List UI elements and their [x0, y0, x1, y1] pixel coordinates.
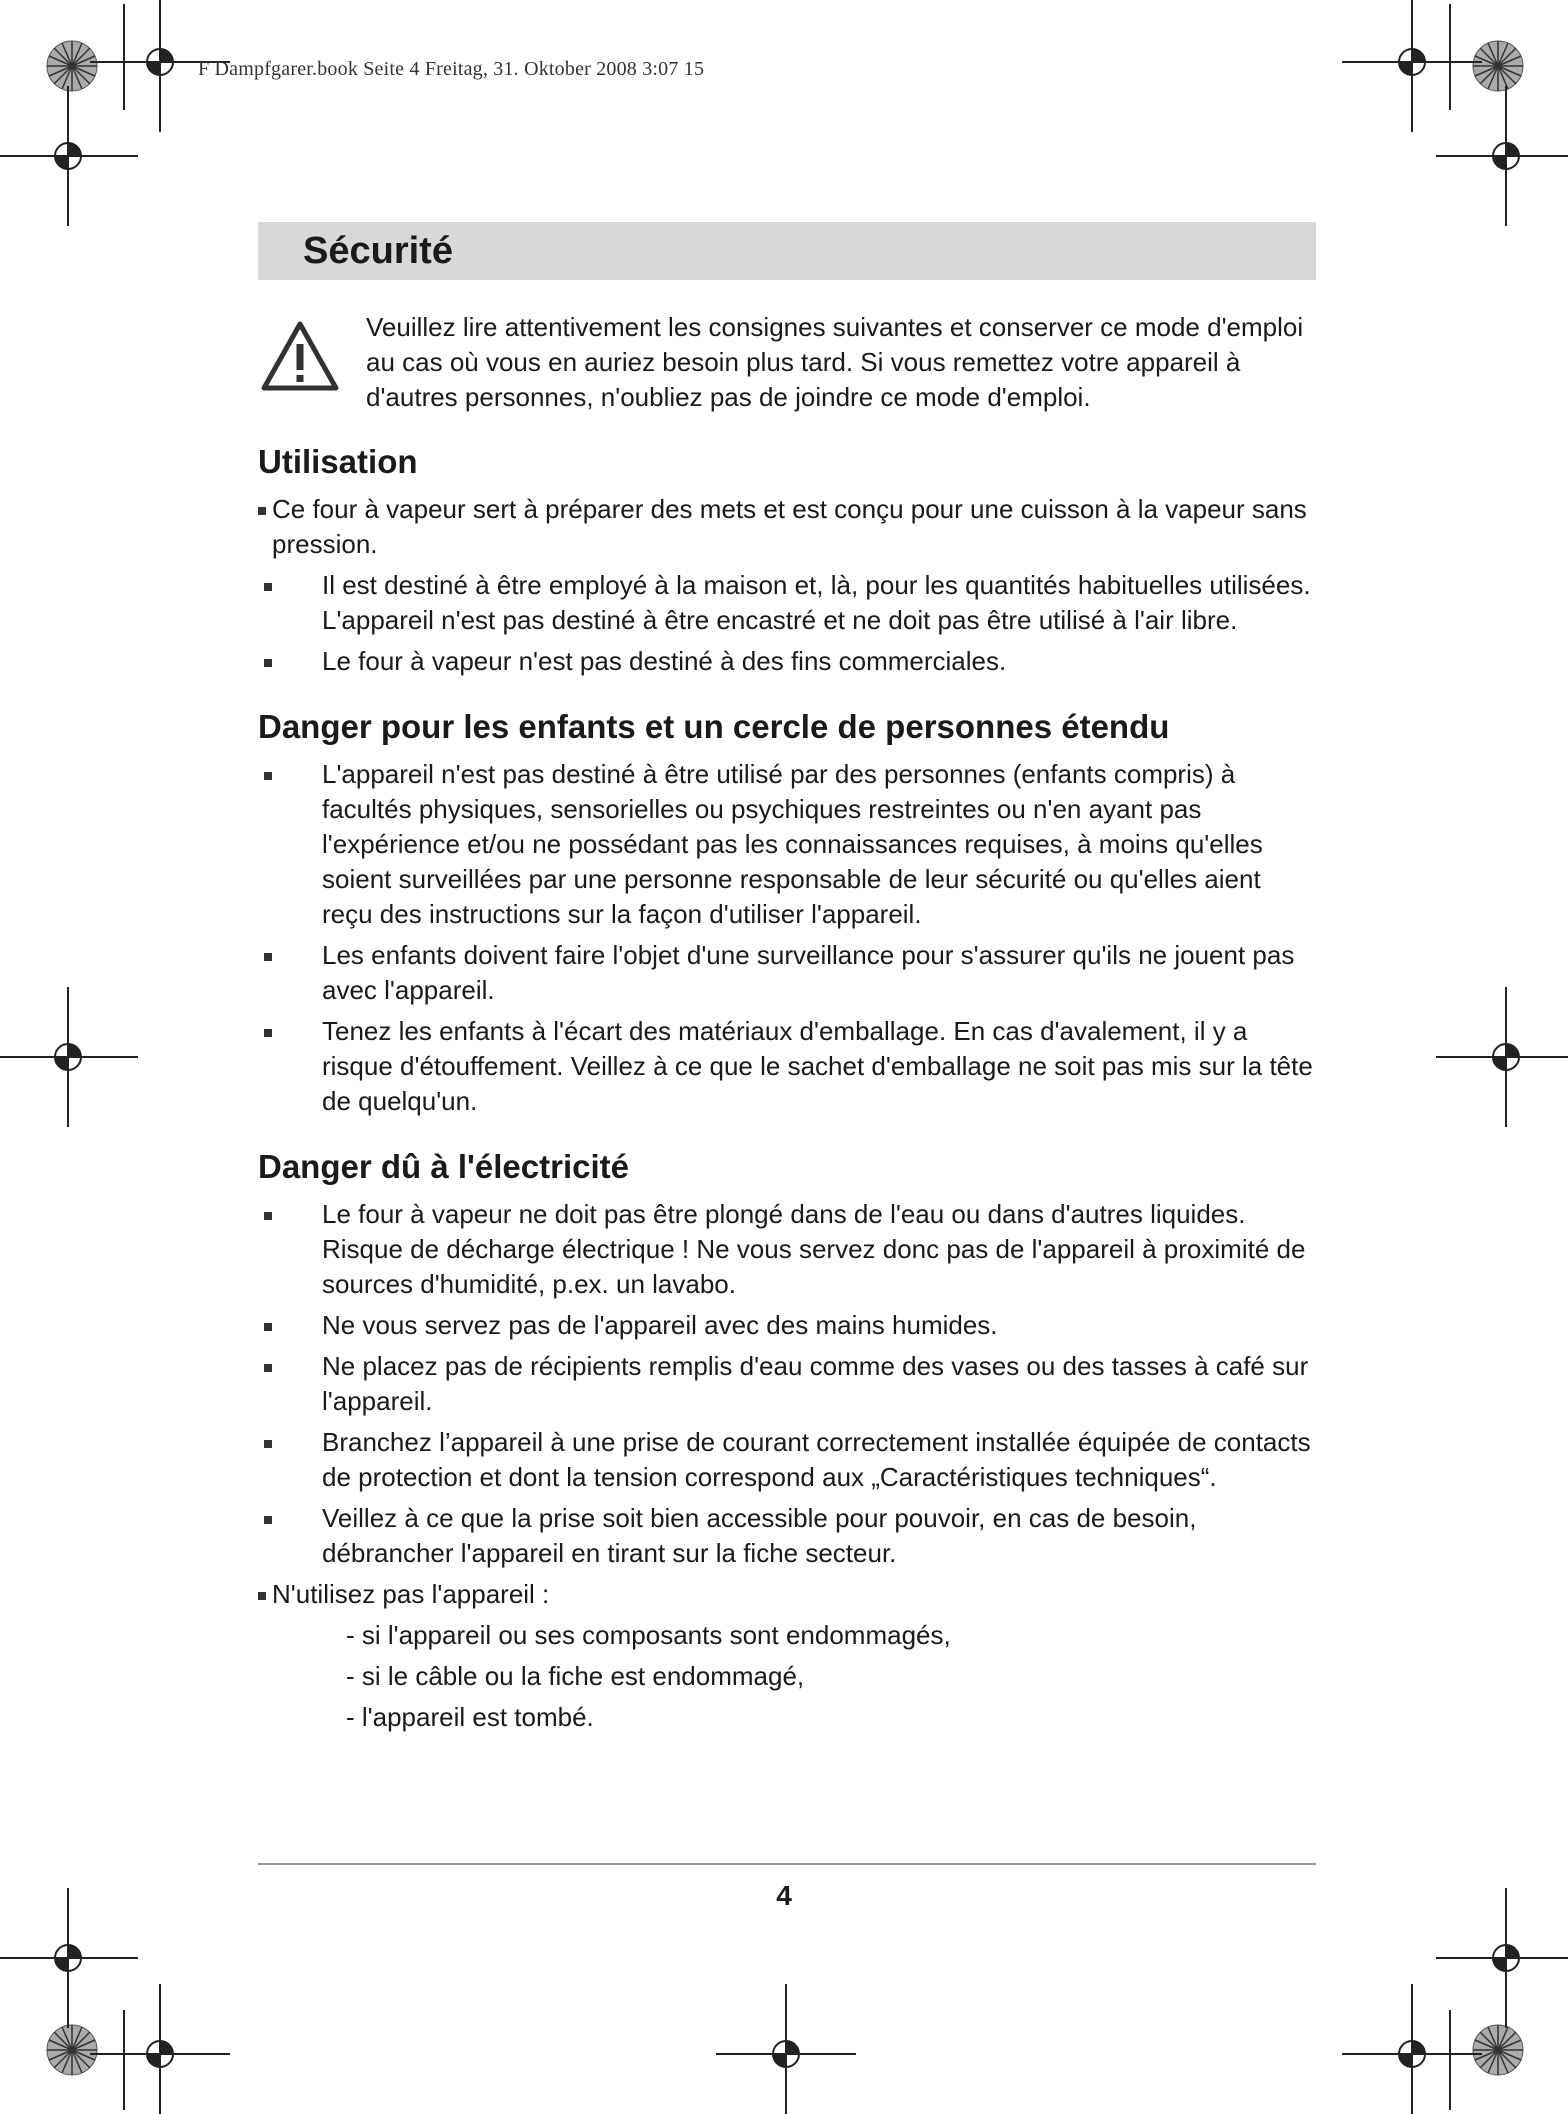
- section-heading: Danger pour les enfants et un cercle de personnes étendu: [258, 708, 1170, 745]
- bullet-square-icon: [258, 1592, 266, 1600]
- crosshair-mark-icon: [1436, 987, 1568, 1127]
- crosshair-mark-icon: [0, 86, 138, 226]
- list-item: Veillez à ce que la prise soit bien accessible pour pouvoir, en cas de besoin, débrancher l'appareil en tirant sur la fiche secteur.: [258, 1501, 1318, 1571]
- star-mark-icon: [1473, 2025, 1523, 2075]
- crosshair-mark-icon: [1342, 0, 1482, 132]
- list-item: Les enfants doivent faire l'objet d'une surveillance pour s'assurer qu'ils ne jouent pas avec l'appareil.: [258, 938, 1318, 1008]
- list-item: Tenez les enfants à l'écart des matériaux d'emballage. En cas d'avalement, il y a risque d'étouffement. Veillez à ce que le sachet d'emballage ne soit pas mis sur la tête de quelqu'un.: [258, 1014, 1318, 1119]
- bullet-square-icon: [264, 659, 272, 667]
- sub-list-item: - si le câble ou la fiche est endommagé,: [346, 1661, 805, 1691]
- list-item: L'appareil n'est pas destiné à être utilisé par des personnes (enfants compris) à facultés physiques, sensorielles ou psychiques restreintes ou n'en ayant pas l'expérience et/ou ne possédant pas les connaissances requises, à moins qu'elles soient surveillées par une personne responsable de leur sécurité ou qu'elles aient reçu des instructions sur la façon d'utiliser l'appareil.: [258, 757, 1318, 932]
- bullet-square-icon: [264, 1029, 272, 1037]
- bullet-square-icon: [264, 1323, 272, 1331]
- crosshair-mark-icon: [716, 1984, 856, 2114]
- list-item: Ne vous servez pas de l'appareil avec des mains humides.: [258, 1308, 1318, 1343]
- list-item: Branchez l’appareil à une prise de courant correctement installée équipée de contacts de protection et dont la tension correspond aux „Caractéristiques techniques“.: [258, 1425, 1318, 1495]
- sub-list-item: - si l'appareil ou ses composants sont endommagés,: [346, 1620, 951, 1650]
- bullet-list: [258, 492, 1318, 679]
- bullet-list: [258, 757, 1318, 1119]
- section-heading: Danger dû à l'électricité: [258, 1148, 629, 1185]
- bullet-square-icon: [264, 1364, 272, 1372]
- bullet-square-icon: [264, 1440, 272, 1448]
- list-item: Ne placez pas de récipients remplis d'eau comme des vases ou des tasses à café sur l'appareil.: [258, 1349, 1318, 1419]
- bullet-list: [258, 1197, 1318, 1612]
- list-item: N'utilisez pas l'appareil :: [258, 1577, 1318, 1612]
- file-info-line: F Dampfgarer.book Seite 4 Freitag, 31. Oktober 2008 3:07 15: [198, 58, 705, 80]
- sub-list: [258, 1618, 1318, 1735]
- bullet-square-icon: [264, 583, 272, 591]
- sub-list-item: - l'appareil est tombé.: [346, 1702, 594, 1732]
- list-item: Le four à vapeur n'est pas destiné à des fins commerciales.: [258, 644, 1318, 679]
- star-mark-icon: [47, 41, 97, 91]
- content: [258, 440, 1318, 1741]
- star-mark-icon: [47, 2025, 97, 2075]
- intro-text: Veuillez lire attentivement les consignes suivantes et conserver ce mode d'emploi au cas où vous en auriez besoin plus tard. Si vous remettez votre appareil à d'autres personnes, n'oubliez pas de joindre ce mode d'emploi.: [366, 312, 1304, 412]
- list-item: Ce four à vapeur sert à préparer des mets et est conçu pour une cuisson à la vapeur sans pression.: [258, 492, 1318, 562]
- bullet-square-icon: [258, 507, 266, 515]
- warning-triangle-icon: [260, 320, 340, 392]
- crosshair-mark-icon: [1342, 1984, 1482, 2114]
- bullet-square-icon: [264, 772, 272, 780]
- crosshair-mark-icon: [0, 987, 138, 1127]
- bullet-square-icon: [264, 1516, 272, 1524]
- list-item: Il est destiné à être employé à la maison et, là, pour les quantités habituelles utilisées. L'appareil n'est pas destiné à être encastré et ne doit pas être utilisé à l'air libre.: [258, 568, 1318, 638]
- bullet-square-icon: [264, 953, 272, 961]
- page-number: 4: [776, 1880, 792, 1911]
- crosshair-mark-icon: [90, 1984, 230, 2114]
- list-item: Le four à vapeur ne doit pas être plongé dans de l'eau ou dans d'autres liquides. Risque de décharge électrique ! Ne vous servez donc pas de l'appareil à proximité de sources d'humidité, p.ex. un lavabo.: [258, 1197, 1318, 1302]
- footer-divider: [258, 1863, 1316, 1865]
- crosshair-mark-icon: [1436, 86, 1568, 226]
- title-bar: [258, 222, 1316, 280]
- star-mark-icon: [1473, 41, 1523, 91]
- section-heading: Utilisation: [258, 443, 418, 480]
- page-title: Sécurité: [303, 230, 453, 272]
- bullet-square-icon: [264, 1212, 272, 1220]
